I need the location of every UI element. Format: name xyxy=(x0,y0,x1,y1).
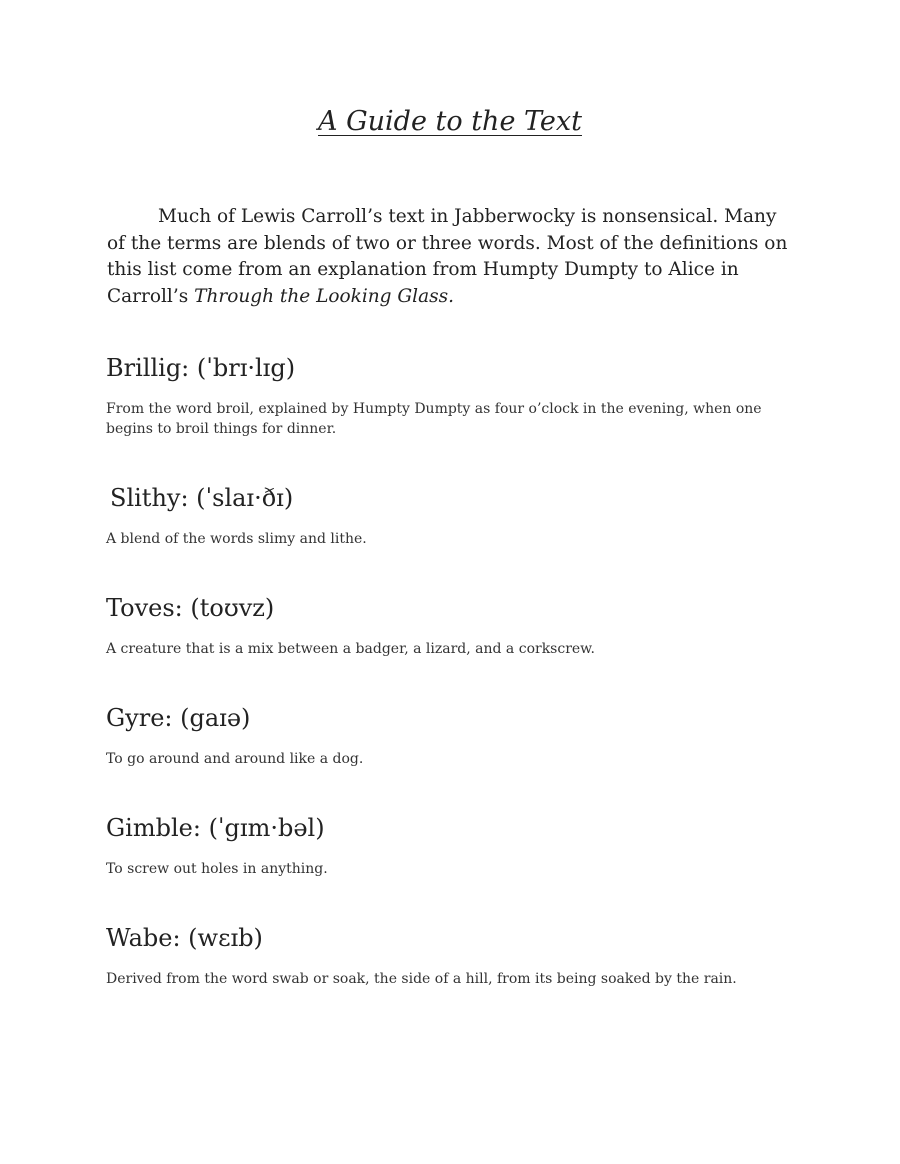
intro-paragraph xyxy=(107,204,797,310)
definition-brillig: From the word broil, explained by Humpty Dumpty as four o’clock in the evening, when one begins to broil things for dinner. xyxy=(106,401,762,437)
term-slithy: Slithy: (ˈslaɪ·ðɪ) xyxy=(110,484,294,512)
term-toves: Toves: (toʊvz) xyxy=(106,594,275,622)
definition-toves: A creature that is a mix between a badger, a lizard, and a corkscrew. xyxy=(106,641,595,657)
document-title-text: A Guide to the Text xyxy=(318,106,582,137)
term-wabe: Wabe: (wɛɪb) xyxy=(106,924,263,952)
document-title xyxy=(0,106,900,137)
definition-slithy: A blend of the words slimy and lithe. xyxy=(106,531,367,547)
term-gyre: Gyre: (gaɪə) xyxy=(106,704,251,732)
definition-gimble: To screw out holes in anything. xyxy=(106,861,328,877)
intro-text: Much of Lewis Carroll’s text in Jabberwocky is nonsensical. Many of the terms are blends of two or three words. Most of the definitions on this list come from an explanation from Humpty Dumpty to Alice in Carroll’s xyxy=(107,206,788,307)
definition-wabe: Derived from the word swab or soak, the side of a hill, from its being soaked by the rain. xyxy=(106,971,737,987)
term-brillig: Brillig: (ˈbrɪ·lɪg) xyxy=(106,354,296,382)
term-gimble: Gimble: (ˈgɪm·bəl) xyxy=(106,814,325,842)
definition-gyre: To go around and around like a dog. xyxy=(106,751,364,767)
intro-book-title: Through the Looking Glass. xyxy=(194,285,454,307)
